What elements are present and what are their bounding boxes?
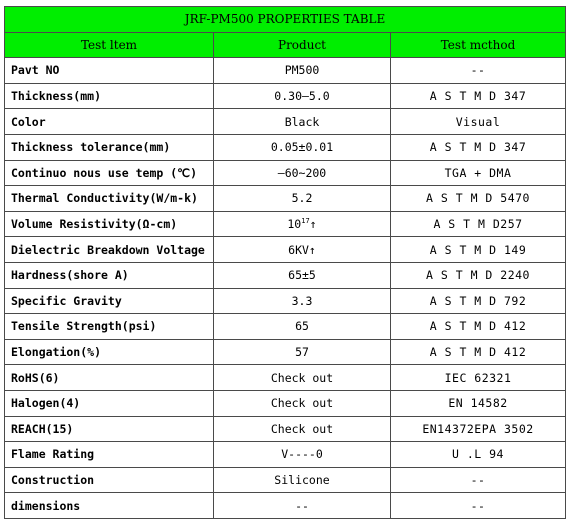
- cell-test-item: Hardness(shore A): [5, 262, 214, 288]
- cell-test-method: IEC 62321: [391, 365, 566, 391]
- cell-product: Black: [214, 109, 391, 135]
- properties-table: [4, 6, 566, 519]
- header-test-item: Test ltem: [5, 32, 214, 58]
- table-row: [5, 365, 566, 391]
- cell-test-method: EN 14582: [391, 390, 566, 416]
- cell-test-item: Pavt NO: [5, 58, 214, 84]
- table-row: [5, 58, 566, 84]
- table-row: [5, 314, 566, 340]
- product-exponent: 17: [301, 217, 310, 226]
- table-row: [5, 467, 566, 493]
- table-row: [5, 237, 566, 263]
- cell-product: 0.30—5.0: [214, 83, 391, 109]
- table-row: [5, 109, 566, 135]
- cell-test-item: Dielectric Breakdown Voltage: [5, 237, 214, 263]
- cell-test-method: U .L 94: [391, 442, 566, 468]
- cell-test-method: --: [391, 58, 566, 84]
- table-row: [5, 339, 566, 365]
- cell-test-item: Specific Gravity: [5, 288, 214, 314]
- cell-product: Silicone: [214, 467, 391, 493]
- cell-test-method: A S T M D 2240: [391, 262, 566, 288]
- cell-test-method: A S T M D 347: [391, 83, 566, 109]
- table-title: JRF-PM500 PROPERTIES TABLE: [5, 7, 566, 33]
- cell-test-method: A S T M D 149: [391, 237, 566, 263]
- up-arrow-icon: ↑: [309, 217, 317, 232]
- cell-test-item: Thickness(mm): [5, 83, 214, 109]
- header-row: [5, 32, 566, 58]
- cell-test-item: Volume Resistivity(Ω-cm): [5, 211, 214, 237]
- cell-test-method: Visual: [391, 109, 566, 135]
- cell-test-method: A S T M D 792: [391, 288, 566, 314]
- cell-test-item: Elongation(%): [5, 339, 214, 365]
- cell-product: 57: [214, 339, 391, 365]
- table-row: [5, 262, 566, 288]
- cell-test-item: Flame Rating: [5, 442, 214, 468]
- cell-test-item: Halogen(4): [5, 390, 214, 416]
- cell-test-method: --: [391, 467, 566, 493]
- cell-product: Check out: [214, 416, 391, 442]
- table-row: [5, 442, 566, 468]
- cell-test-item: RoHS(6): [5, 365, 214, 391]
- cell-product: 0.05±0.01: [214, 134, 391, 160]
- cell-product: PM500: [214, 58, 391, 84]
- cell-product: V----0: [214, 442, 391, 468]
- title-row: [5, 7, 566, 33]
- cell-test-method: A S T M D257: [391, 211, 566, 237]
- table-row: [5, 493, 566, 519]
- header-test-method: Test mcthod: [391, 32, 566, 58]
- cell-test-item: Construction: [5, 467, 214, 493]
- cell-test-method: A S T M D 347: [391, 134, 566, 160]
- table-row: [5, 160, 566, 186]
- cell-product: Check out: [214, 365, 391, 391]
- product-value: 10: [287, 217, 302, 232]
- cell-test-item: dimensions: [5, 493, 214, 519]
- table-row: [5, 211, 566, 237]
- table-row: [5, 83, 566, 109]
- cell-test-item: Continuo nous use temp (℃): [5, 160, 214, 186]
- cell-product: 6KV↑: [214, 237, 391, 263]
- cell-test-method: A S T M D 412: [391, 314, 566, 340]
- header-product: Product: [214, 32, 391, 58]
- cell-test-method: A S T M D 5470: [391, 186, 566, 212]
- cell-test-item: Thickness tolerance(mm): [5, 134, 214, 160]
- table-row: [5, 134, 566, 160]
- cell-test-method: A S T M D 412: [391, 339, 566, 365]
- table-row: [5, 390, 566, 416]
- cell-test-item: Color: [5, 109, 214, 135]
- cell-test-method: TGA + DMA: [391, 160, 566, 186]
- table-row: [5, 416, 566, 442]
- table-row: [5, 186, 566, 212]
- cell-product: 65: [214, 314, 391, 340]
- cell-test-method: --: [391, 493, 566, 519]
- cell-product: 3.3: [214, 288, 391, 314]
- cell-test-item: Thermal Conductivity(W/m-k): [5, 186, 214, 212]
- cell-product: [214, 211, 391, 237]
- cell-product: 5.2: [214, 186, 391, 212]
- cell-test-method: EN14372EPA 3502: [391, 416, 566, 442]
- properties-table-container: [4, 6, 566, 519]
- cell-product: 65±5: [214, 262, 391, 288]
- cell-product: --: [214, 493, 391, 519]
- cell-product: —60~200: [214, 160, 391, 186]
- table-row: [5, 288, 566, 314]
- cell-test-item: Tensile Strength(psi): [5, 314, 214, 340]
- cell-test-item: REACH(15): [5, 416, 214, 442]
- cell-product: Check out: [214, 390, 391, 416]
